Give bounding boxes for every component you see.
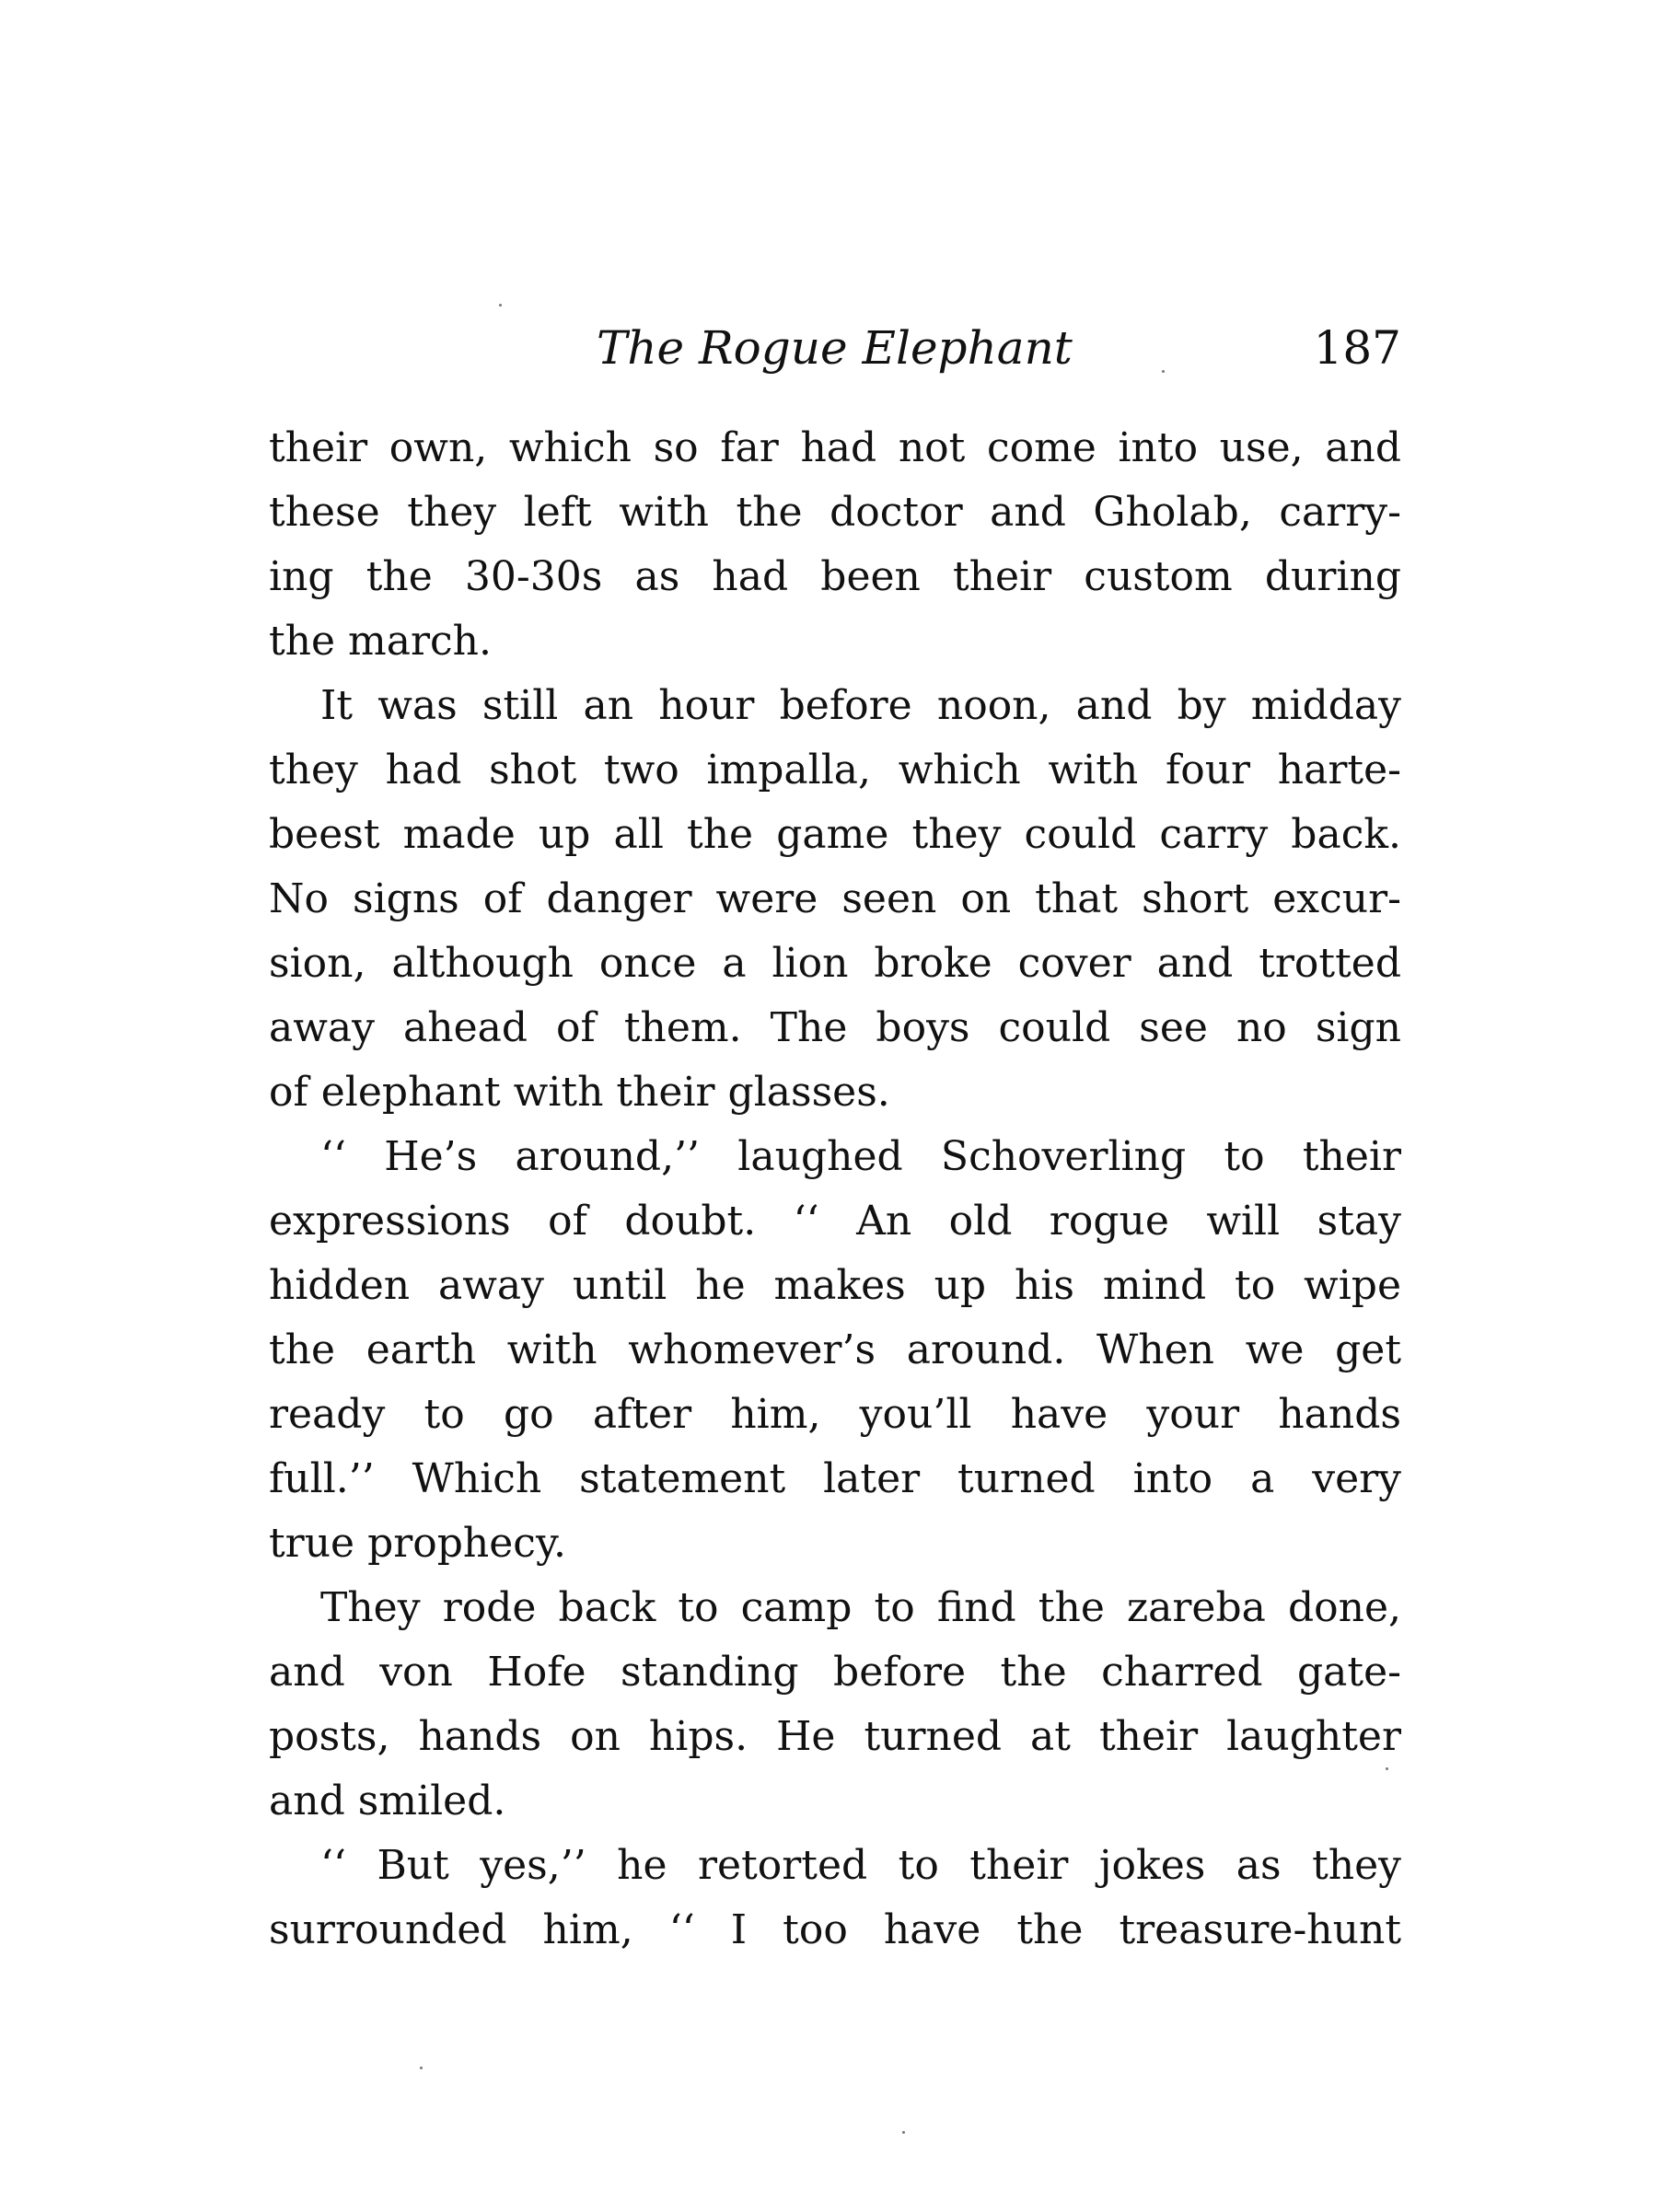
text-line: they had shot two impalla, which with four harte- — [269, 747, 1401, 793]
text-line: expressions of doubt. ‘‘ An old rogue will stay — [269, 1198, 1401, 1245]
body-text — [269, 416, 1401, 1963]
text-line: these they left with the doctor and Gholab, carry- — [269, 489, 1401, 536]
scan-speck — [499, 304, 502, 307]
text-line: the march. — [269, 618, 492, 665]
text-line: the earth with whomever’s around. When we get — [269, 1326, 1401, 1373]
text-line: and smiled. — [269, 1778, 506, 1824]
text-line: surrounded him, ‘‘ I too have the treasure-hunt — [269, 1906, 1401, 1953]
text-line: posts, hands on hips. He turned at their laughter — [269, 1713, 1401, 1760]
text-line: sion, although once a lion broke cover and trotted — [269, 940, 1401, 987]
text-line: full.’’ Which statement later turned into a very — [269, 1455, 1401, 1502]
text-line: ready to go after him, you’ll have your hands — [269, 1391, 1401, 1438]
scan-speck — [1162, 370, 1165, 373]
scan-speck — [902, 2131, 905, 2134]
scan-speck — [420, 2067, 423, 2069]
text-line: true prophecy. — [269, 1520, 566, 1567]
text-line: away ahead of them. The boys could see no sign — [269, 1004, 1401, 1051]
text-line: ‘‘ He’s around,’’ laughed Schoverling to their — [320, 1133, 1401, 1180]
scan-speck — [1386, 1767, 1388, 1770]
text-line: beest made up all the game they could carry back. — [269, 811, 1401, 858]
text-line: They rode back to camp to find the zareba done, — [320, 1584, 1401, 1631]
text-line: their own, which so far had not come into use, and — [269, 424, 1401, 471]
text-line: It was still an hour before noon, and by midday — [320, 682, 1401, 729]
text-line: ing the 30-30s as had been their custom during — [269, 553, 1401, 600]
page-number: 187 — [1313, 321, 1401, 375]
running-head — [269, 311, 1401, 385]
text-line: ‘‘ But yes,’’ he retorted to their jokes as they — [320, 1842, 1401, 1889]
running-title: The Rogue Elephant — [597, 321, 1073, 375]
text-line: No signs of danger were seen on that short excur- — [269, 875, 1401, 922]
text-line: hidden away until he makes up his mind to wipe — [269, 1262, 1401, 1309]
text-line: of elephant with their glasses. — [269, 1069, 890, 1116]
text-line: and von Hofe standing before the charred gate- — [269, 1649, 1401, 1696]
